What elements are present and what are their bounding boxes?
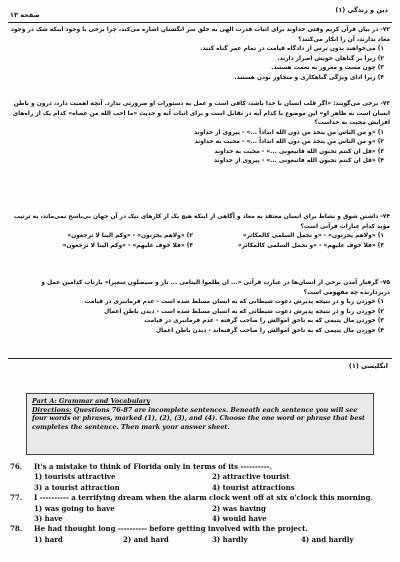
question-77 [10,493,390,524]
question-73 [10,100,390,167]
option-3[interactable]: 3) a tourist attraction [34,482,120,492]
option-3[interactable]: 3) have [34,514,63,524]
question-73-option-1[interactable]: ۱) «و من الناس من یتخذ من دون الله انداداً ...» - پیروی از خداوند [194,129,384,136]
option-1[interactable]: 1) tourists attractive [34,472,116,482]
question-72-option-4[interactable]: ۴) زیرا ادای ویژگی گناهکاری و متجاوز بودن هستند. [234,74,384,81]
question-74-option-3[interactable]: ۳) «فلا خوف علیهم» - «و نحمل السلمی کالمکاثر» [237,242,384,249]
question-75-option-4[interactable]: ۴) خوردن مال یتیمی که به ناحق اموالش را صاحب گرفته‌اند - دیدن باطن اعمال [155,327,384,334]
question-74-option-4[interactable]: ۴) «فلا خوف علیهم» - «وکم الینا لا ترجعون» [62,242,193,249]
question-72-option-2[interactable]: ۲) زیرا بر گناهان خویش اصرار دارند. [277,55,384,62]
header-divider [8,22,392,23]
instructions-box [26,393,374,455]
option-2[interactable]: 2) and hard [123,534,169,544]
option-2[interactable]: 2) was having [212,503,266,513]
question-74-option-1[interactable]: ۱) «ولاهم یحزنون» - «و نحمل السلمی کالمکاثر» [242,233,384,239]
question-number: 78. [10,524,23,534]
question-75-option-3[interactable]: ۳) خوردن مال یتیمی که به ناحق اموالش را صاحب گرفته - عدم فرمانبری در قیامت [144,318,384,324]
directions-label: Directions: [32,405,72,414]
question-75-text: ۷۵- گرفتار آمدن برخی از انسان‌ها در عبارت قرآنی «... ان ظلموا الیتامی ... نار و سیصلون سعیرا» بازتاب کدامین عمل و دربردارنده چه مفهومی است؟ [41,280,390,296]
question-text: It's a mistake to think of Florida only in terms of its ----------. [34,462,272,471]
section-divider [8,358,392,359]
page-number: صفحه ۱۳ [10,11,40,19]
option-4[interactable]: 4) and hardly [301,534,354,544]
option-2[interactable]: 2) attractive tourist [212,472,290,482]
english-questions [10,462,390,545]
question-75-option-2[interactable]: ۲) خوردن ربا و در نتیجه پذیرش دعوت شیطانی که به انسان مسلط شده است - دیدن باطن اعمال [104,308,384,315]
question-75 [10,279,390,336]
section-title: انگلیسی (۱) [348,362,388,370]
directions-text: Questions 76-87 are incomplete sentences. Beneath each sentence you will see four words or phrases, marked (1), (2), (3), and (4). Choose the one word or phrase that best completes the sentence. Then mark your answer sheet. [32,405,365,431]
option-4[interactable]: 4) would have [212,514,267,524]
option-1[interactable]: 1) hard [34,534,63,544]
question-text: He had thought long ---------- before getting involved with the project. [34,524,308,534]
question-72-text: ۷۲- در بیان قرآن کریم وقتی خداوند برای اثبات قدرت الهی به خلق سر انگشتان اشاره می‌کند، چرا برخی با وجود اینکه شک در وجود معاد ندارند، آن را انکار می‌کنند؟ [10,27,390,43]
question-72-option-3[interactable]: ۳) چون مست و مغرور به نعمت هستند. [271,65,384,71]
question-number: 77. [10,493,23,503]
option-1[interactable]: 1) was going to have [34,503,115,513]
directions [32,406,368,432]
question-72 [10,26,390,83]
part-heading: Part A: Grammar and Vocabulary [32,397,150,405]
subject-title: دین و زندگی (۱) [335,6,388,14]
question-74 [10,213,390,251]
question-72-option-1[interactable]: ۱) می‌خواهند بدون ترس از دادگاه قیامت در تمام عمر گناه کنند. [200,46,384,52]
question-73-option-3[interactable]: ۳) «قل ان کنتم تحبون الله فاتبعونی ...» - محبت به خداوند [214,148,384,155]
question-text: I ---------- a terrifying dream when the alarm clock went off at six o'clock this morning. [34,493,373,503]
question-74-text: ۷۴- داشتن شوق و نشاط برای انسان معتقد به معاد و آگاهی از اینکه هیچ یک از کارهای نیک در آن جهان بی‌پاسخ نمی‌ماند، به ترتیب مؤید کدام عبارات قرآنی است؟ [13,214,390,230]
option-4[interactable]: 4) tourist attractions [212,482,295,492]
question-78 [10,524,390,545]
question-74-option-2[interactable]: ۲) «ولاهم یحزنون» - «وکم الینا لا ترجعون» [67,233,193,239]
option-3[interactable]: 3) hardly [212,534,248,544]
question-75-option-1[interactable]: ۱) خوردن ربا و در نتیجه پذیرش دعوت شیطانی که به انسان مسلط شده است - عدم فرمانبری در قیامت [84,299,384,305]
question-number: 76. [10,462,23,471]
question-73-option-4[interactable]: ۴) «قل ان کنتم تحبون الله فاتبعونی ...» - پیروی از خداوند [213,158,384,164]
question-73-text: ۷۳- برخی می‌گویند: «اگر قلب انسان با خدا باشد، کافی است و عمل به دستورات او ضرورتی ندارد. آنچه اهمیت دارد، درون و باطن انسان است نه ظاهر او» این موضوع با کدام آیه در تقابل است و برای اثبات آیه و حدیث «ما احب الله من عصاه» کدام یک از راه‌های افزایش محبت به خداست؟ [12,101,390,126]
question-76 [10,462,390,493]
question-73-option-2[interactable]: ۲) «و من الناس من یتخذ من دون الله انداداً ...» - محبت به خداوند [194,139,384,145]
